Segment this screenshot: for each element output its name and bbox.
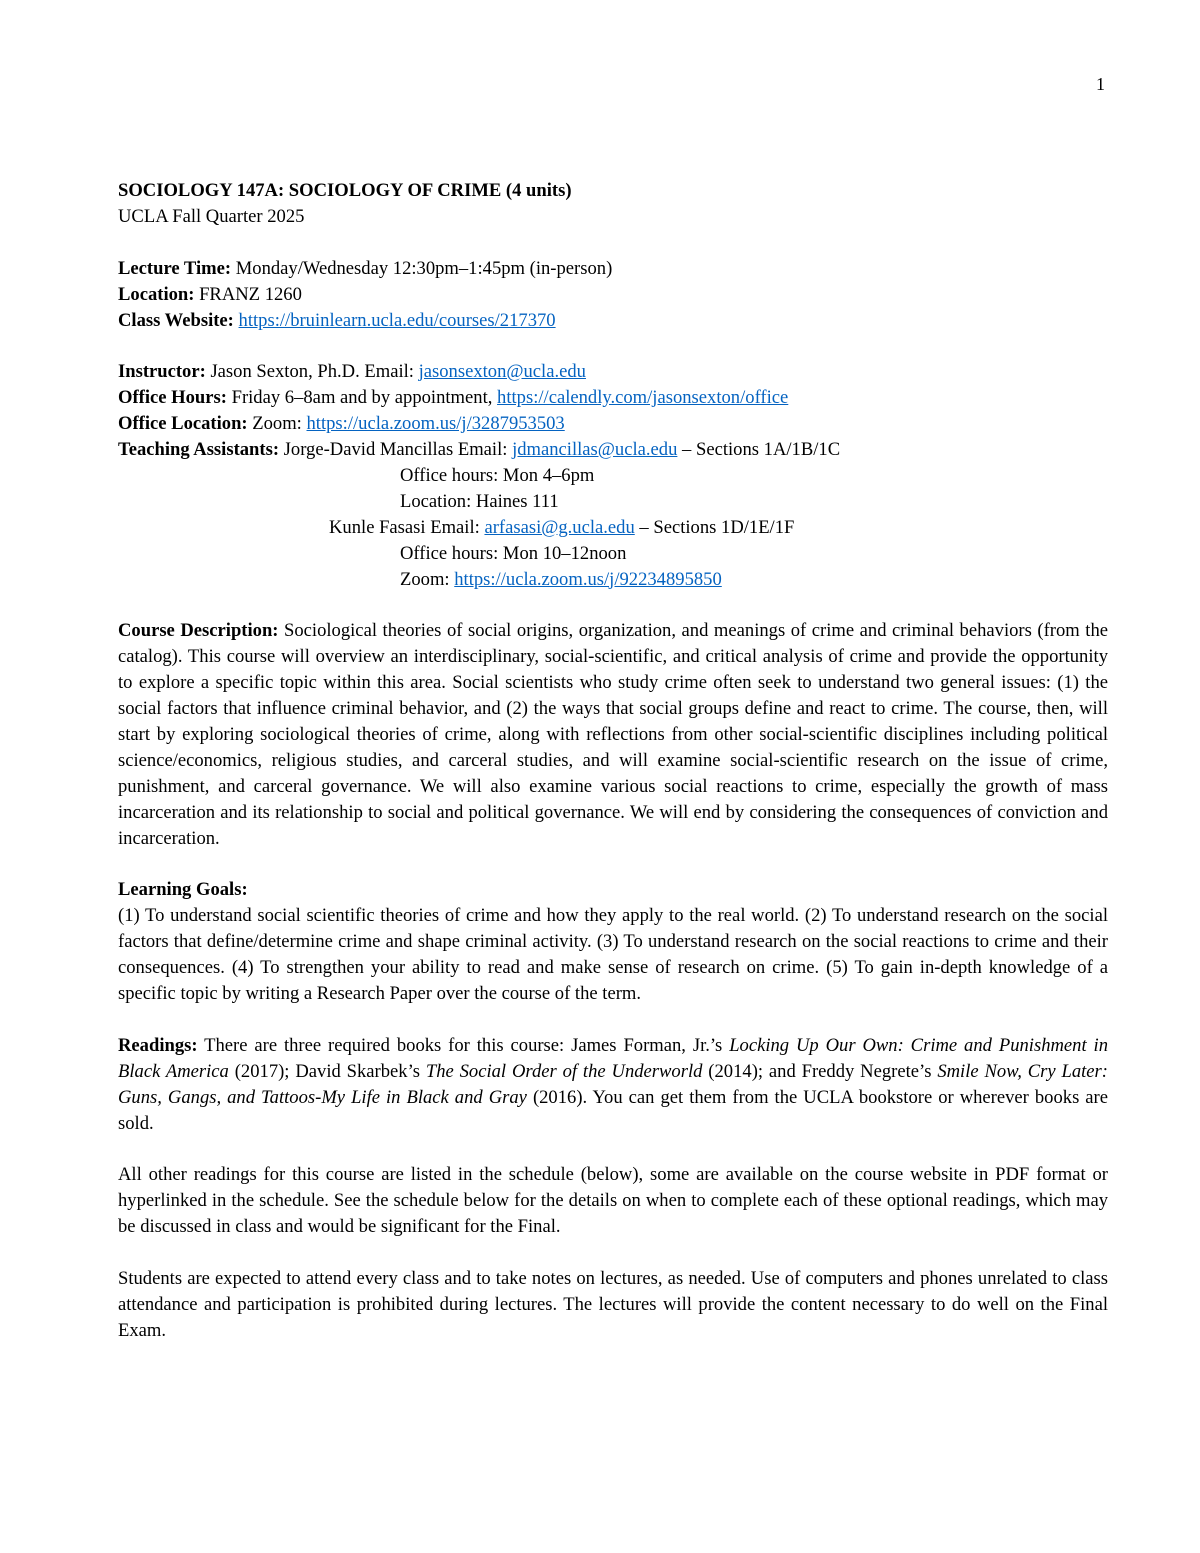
instructor-email-link[interactable]: jasonsexton@ucla.edu	[418, 361, 586, 383]
ta1-location: Location: Haines 111	[400, 490, 559, 512]
location-label: Location:	[118, 283, 195, 305]
ta2-sections: – Sections 1D/1E/1F	[634, 516, 795, 538]
course-title: SOCIOLOGY 147A: SOCIOLOGY OF CRIME (4 units)	[118, 180, 572, 201]
lecture-time-value: Monday/Wednesday 12:30pm–1:45pm (in-person)	[231, 257, 613, 279]
class-website-line	[118, 308, 1108, 334]
ta-line-2	[118, 515, 1108, 541]
instructor-value: Jason Sexton, Ph.D. Email:	[205, 361, 419, 383]
instructor-line	[118, 359, 1108, 385]
ta2-email-link[interactable]: arfasasi@g.ucla.edu	[484, 516, 635, 538]
readings-text-3: (2014); and Freddy Negrete’s	[702, 1060, 938, 1082]
book-title-negrete: Smile Now, Cry Later: Guns, Gangs, and Tattoos-My Life in Black and Gray	[118, 1060, 1108, 1108]
office-location-value: Zoom:	[247, 413, 307, 435]
ta1-name: Jorge-David Mancillas Email:	[279, 439, 513, 461]
class-website-link[interactable]: https://bruinlearn.ucla.edu/courses/217370	[238, 309, 556, 331]
office-hours-line	[118, 385, 1108, 411]
ta-line-1	[118, 437, 1108, 463]
office-location-line	[118, 411, 1108, 437]
ta1-email-link[interactable]: jdmancillas@ucla.edu	[512, 439, 678, 461]
course-description	[118, 618, 1108, 851]
learning-goals-label: Learning Goals:	[118, 879, 248, 901]
class-website-label: Class Website:	[118, 309, 234, 331]
ta2-zoom-label: Zoom:	[400, 568, 455, 590]
syllabus-body	[118, 178, 1108, 1344]
readings-text-1: There are three required books for this course: James Forman, Jr.’s	[197, 1034, 730, 1056]
readings-text-2: (2017); David Skarbek’s	[228, 1060, 426, 1082]
course-description-text: Sociological theories of social origins, organization, and meanings of crime and criminal behaviors (from the catalog). This course will overview an interdisciplinary, social-scientific, and critical analysis of crime and provide the opportunity to explore a specific topic within this area. Social scientists who study crime often seek to understand two general issues: (1) the social factors that influence criminal behavior, and (2) the ways that social groups define and react to crime. The course, then, will start by exploring sociological theories of crime, along with reflections from other social-scientific disciplines including political science/economics, religious studies, and carceral studies, and will examine social-scientific research on the issue of crime, punishment, and carceral governance. We will also examine various social reactions to crime, especially the growth of mass incarceration and its relationship to social and political governance. We will end by considering the consequences of conviction and incarceration.	[118, 620, 1108, 849]
readings-paragraph	[118, 1033, 1108, 1137]
learning-goals-heading	[118, 877, 1108, 903]
office-hours-value: Friday 6–8am and by appointment,	[226, 387, 498, 409]
course-term: UCLA Fall Quarter 2025	[118, 205, 305, 227]
ta2-hours: Office hours: Mon 10–12noon	[400, 542, 627, 564]
course-description-label: Course Description:	[118, 620, 279, 642]
readings-label: Readings:	[118, 1034, 198, 1056]
ta2-name: Kunle Fasasi Email:	[329, 516, 485, 538]
calendly-link[interactable]: https://calendly.com/jasonsexton/office	[497, 387, 789, 409]
course-title-line	[118, 178, 1108, 204]
ta2-zoom-link[interactable]: https://ucla.zoom.us/j/92234895850	[454, 568, 722, 590]
readings-text-4: (2016). You can get them from the UCLA bookstore or wherever books are sold.	[118, 1086, 1109, 1134]
location-value: FRANZ 1260	[194, 283, 302, 305]
book-title-forman: Locking Up Our Own: Crime and Punishment in Black America	[118, 1034, 1108, 1082]
lecture-time-line	[118, 256, 1108, 282]
lecture-time-label: Lecture Time:	[118, 257, 232, 279]
book-title-skarbek: The Social Order of the Underworld	[425, 1060, 703, 1082]
office-hours-label: Office Hours:	[118, 387, 227, 409]
ta-label: Teaching Assistants:	[118, 439, 280, 461]
ta1-sections: – Sections 1A/1B/1C	[677, 439, 841, 461]
instructor-label: Instructor:	[118, 361, 206, 383]
attendance-paragraph: Students are expected to attend every class and to take notes on lectures, as needed. Use of computers and phones unrelated to class attendance and participation is prohibited during lectures. The lectures will provide the content necessary to do well on the Final Exam.	[118, 1267, 1108, 1341]
page-number: 1	[1096, 74, 1105, 94]
location-line	[118, 282, 1108, 308]
instructor-zoom-link[interactable]: https://ucla.zoom.us/j/3287953503	[306, 413, 565, 435]
ta2-zoom-line	[118, 567, 1108, 593]
office-location-label: Office Location:	[118, 413, 248, 435]
learning-goals-text: (1) To understand social scientific theories of crime and how they apply to the real world. (2) To understand research on the social factors that define/determine crime and shape criminal activity. (3) To understand research on the social reactions to crime and their consequences. (4) To strengthen your ability to read and make sense of research on crime. (5) To gain in-depth knowledge of a specific topic by writing a Research Paper over the course of the term.	[118, 905, 1108, 1005]
ta1-hours: Office hours: Mon 4–6pm	[400, 464, 595, 486]
other-readings-paragraph: All other readings for this course are listed in the schedule (below), some are available on the course website in PDF format or hyperlinked in the schedule. See the schedule below for the details on when to complete each of these optional readings, which may be discussed in class and would be significant for the Final.	[118, 1164, 1108, 1238]
